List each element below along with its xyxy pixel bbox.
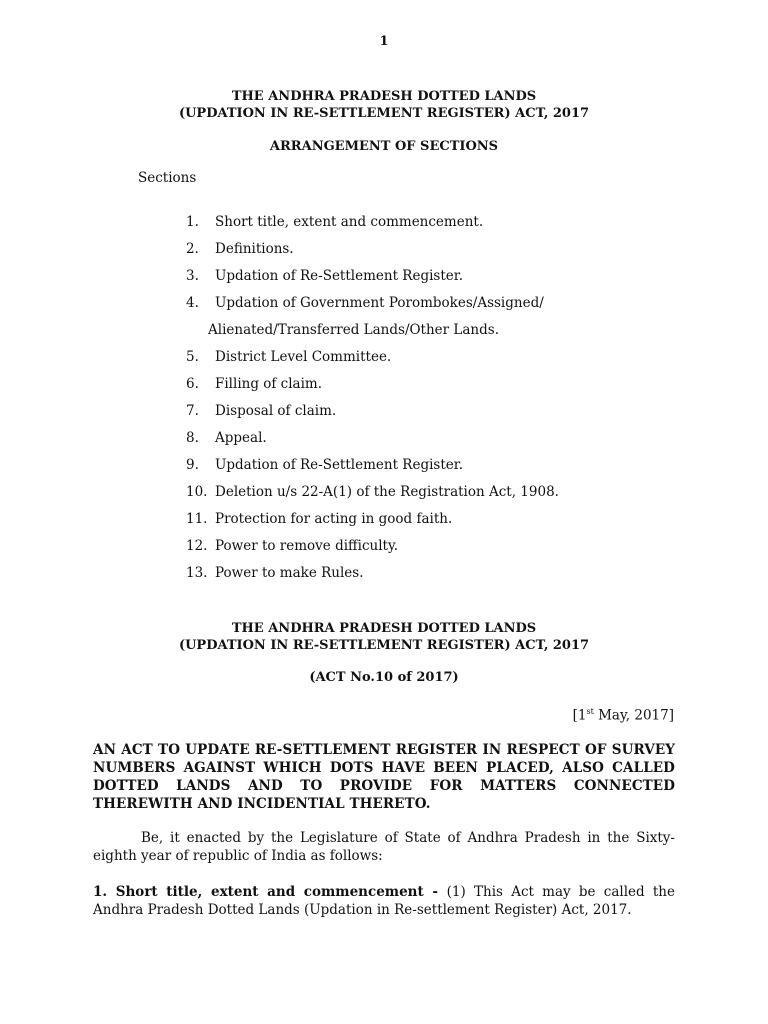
- list-item: [186, 374, 559, 401]
- section-number: 13.: [186, 565, 208, 581]
- list-item: [186, 482, 559, 509]
- enactment-date: [1st May, 2017]: [572, 707, 674, 724]
- arrangement-heading: ARRANGEMENT OF SECTIONS: [269, 139, 499, 154]
- list-item: [186, 401, 559, 428]
- list-item: [186, 509, 559, 536]
- section-title: Deletion u/s 22-A(1) of the Registration Act, 1908.: [215, 484, 559, 500]
- document-title-line2: (UPDATION IN RE-SETTLEMENT REGISTER) ACT, 2017: [178, 106, 590, 121]
- sections-label: Sections: [138, 170, 197, 186]
- section-title: Power to make Rules.: [215, 565, 364, 581]
- section-title: Filling of claim.: [215, 376, 323, 392]
- section-title: Updation of Re-Settlement Register.: [215, 268, 464, 284]
- section-title: Updation of Re-Settlement Register.: [215, 457, 464, 473]
- section-1-text: (1) This Act may be called the Andhra Pradesh Dotted Lands (Updation in Re-settlement Register) Act, 2017.: [93, 884, 675, 918]
- list-item: [186, 536, 559, 563]
- act-title-line1: THE ANDHRA PRADESH DOTTED LANDS: [231, 621, 537, 636]
- section-number: 7.: [186, 403, 199, 419]
- document-title-line1: THE ANDHRA PRADESH DOTTED LANDS: [231, 89, 537, 104]
- section-1-heading: 1. Short title, extent and commencement -: [93, 884, 447, 900]
- act-number: (ACT No.10 of 2017): [309, 670, 459, 685]
- section-number: 6.: [186, 376, 199, 392]
- section-title: Definitions.: [215, 241, 294, 257]
- section-number: 12.: [186, 538, 208, 554]
- act-preamble: AN ACT TO UPDATE RE-SETTLEMENT REGISTER IN RESPECT OF SURVEY NUMBERS AGAINST WHICH DOTS HAVE BEEN PLACED, ALSO CALLED DOTTED LANDS AND TO PROVIDE FOR MATTERS CONNECTED THEREWITH AND INCIDENTIAL THERETO.: [93, 742, 675, 812]
- section-number: 5.: [186, 349, 199, 365]
- list-item: [186, 563, 559, 590]
- section-list: [186, 212, 559, 590]
- list-item: [186, 455, 559, 482]
- section-number: 1.: [186, 214, 199, 230]
- section-title: Disposal of claim.: [215, 403, 337, 419]
- list-item: [186, 293, 559, 320]
- section-title: Power to remove difficulty.: [215, 538, 399, 554]
- section-number: 9.: [186, 457, 199, 473]
- list-item: [186, 212, 559, 239]
- list-item: [186, 266, 559, 293]
- section-number: 11.: [186, 511, 208, 527]
- section-number: 2.: [186, 241, 199, 257]
- section-1-paragraph: [93, 883, 675, 919]
- section-number: 10.: [186, 484, 208, 500]
- section-title: Appeal.: [215, 430, 267, 446]
- page-number: 1: [379, 34, 389, 49]
- list-item-continuation: [186, 320, 559, 347]
- enactment-clause: Be, it enacted by the Legislature of State of Andhra Pradesh in the Sixty-eighth year of republic of India as follows:: [93, 830, 675, 864]
- section-title: Short title, extent and commencement.: [215, 214, 484, 230]
- list-item: [186, 239, 559, 266]
- section-number: 8.: [186, 430, 199, 446]
- list-item: [186, 428, 559, 455]
- section-title: Protection for acting in good faith.: [215, 511, 453, 527]
- section-number: 3.: [186, 268, 199, 284]
- section-title: Alienated/Transferred Lands/Other Lands.: [208, 322, 499, 338]
- section-title: Updation of Government Porombokes/Assigned/: [215, 295, 544, 311]
- section-title: District Level Committee.: [215, 349, 392, 365]
- section-number: 4.: [186, 295, 199, 311]
- list-item: [186, 347, 559, 374]
- act-title-line2: (UPDATION IN RE-SETTLEMENT REGISTER) ACT, 2017: [178, 638, 590, 653]
